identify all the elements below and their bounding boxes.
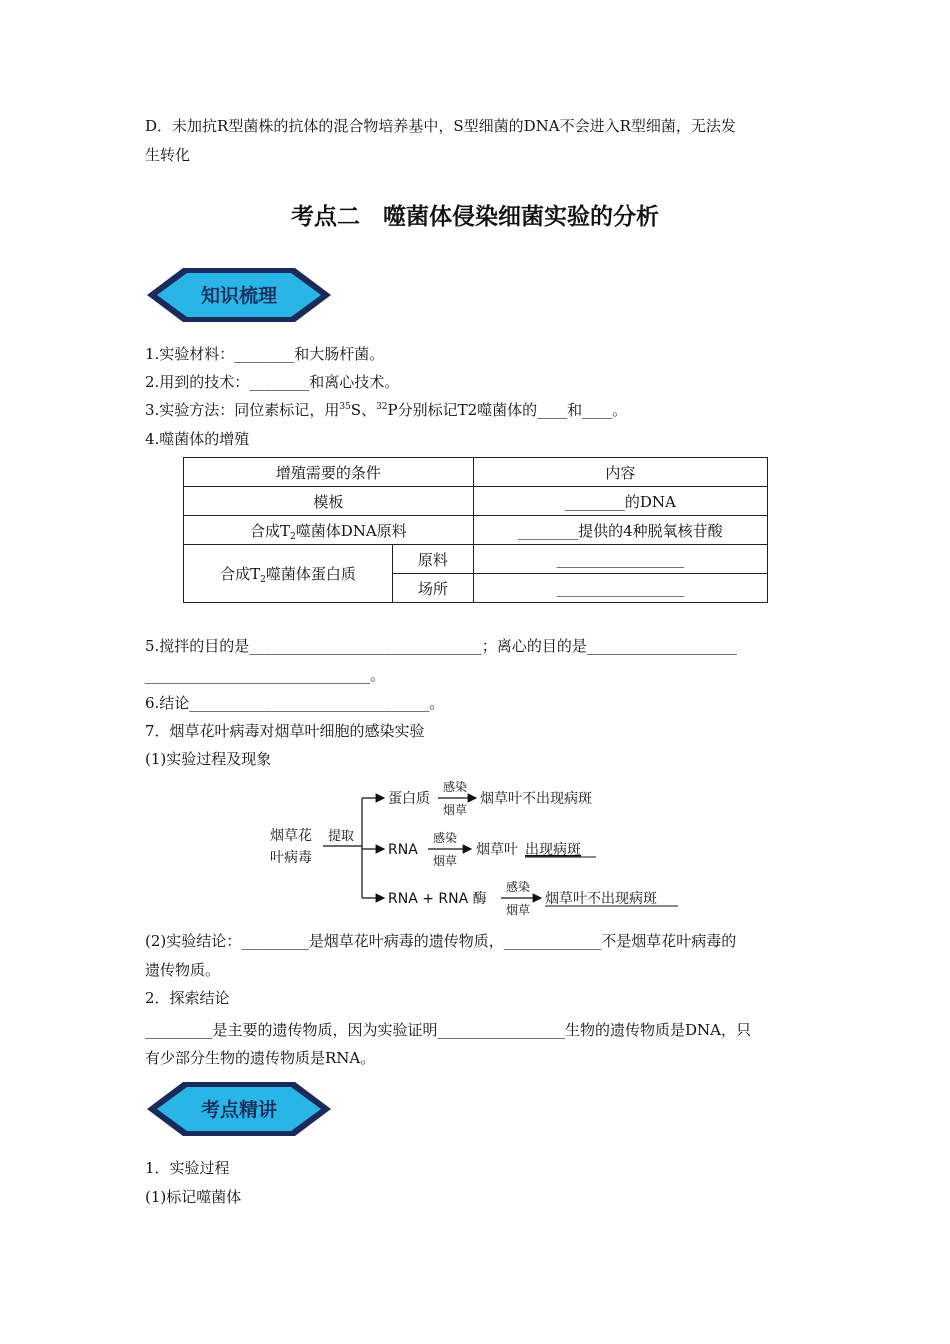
table-header-content: 内容 (473, 458, 767, 487)
item-7: 7．烟草花叶病毒对烟草叶细胞的感染实验 (145, 722, 425, 740)
table-header-conditions: 增殖需要的条件 (184, 458, 474, 487)
item-5-line2: ______________________________。 (145, 666, 386, 684)
badge-key-points-label: 考点精讲 (200, 1099, 278, 1121)
tmv-experiment-diagram (268, 774, 688, 924)
process-step-1: (1)标记噬菌体 (145, 1188, 242, 1206)
table-cell: 场所 (393, 574, 474, 603)
item-7-1: (1)实验过程及现象 (145, 750, 272, 768)
item-2: 2.用到的技术：________和离心技术。 (145, 373, 400, 391)
table-cell: 模板 (184, 487, 474, 516)
option-d-line1: D．未加抗R型菌株的抗体的混合物培养基中，S型细菌的DNA不会进入R型细菌，无法发 (145, 117, 736, 135)
extract-label: 提取 (328, 829, 355, 844)
table-cell: 原料 (393, 545, 474, 574)
table-cell: _________________ (473, 574, 767, 603)
explore-conclusion: 2．探索结论 (145, 989, 230, 1007)
explore-line2: 有少部分生物的遗传物质是RNA。 (145, 1049, 376, 1067)
branch-3-input: RNA + RNA 酶 (388, 891, 487, 907)
table-cell: ________提供的4种脱氧核苷酸 (473, 516, 767, 545)
item-5-line1: 5.搅拌的目的是_______________________________；离心的目的是____________________ (145, 637, 737, 655)
branch-2-bottom: 烟草 (433, 854, 458, 868)
option-d-line2: 生转化 (145, 146, 191, 164)
table-cell: ________的DNA (473, 487, 767, 516)
item-7-2-line1: (2)实验结论：_________是烟草花叶病毒的遗传物质，_____________不是烟草花叶病毒的 (145, 932, 737, 950)
badge-knowledge-label: 知识梳理 (200, 285, 278, 307)
branch-1-input: 蛋白质 (388, 791, 430, 807)
section-title: 考点二 噬菌体侵染细菌实验的分析 (291, 204, 659, 230)
item-1: 1.实验材料：________和大肠杆菌。 (145, 345, 385, 363)
item-7-2-line2: 遗传物质。 (145, 961, 221, 979)
branch-3-bottom: 烟草 (506, 903, 531, 917)
proliferation-table (183, 457, 768, 603)
item-3: 3.实验方法：同位素标记，用$^{35}$S、$^{32}$P分别标记T2噬菌体的____和____。 (145, 401, 628, 419)
branch-3-top: 感染 (506, 880, 531, 894)
branch-1-result: 烟草叶不出现病斑 (480, 791, 592, 807)
source-label-1: 烟草花 (270, 828, 312, 844)
badge-knowledge (145, 264, 333, 326)
table-cell: 合成$T_2$噬菌体DNA原料 (184, 516, 474, 545)
table-cell: 合成$T_2$噬菌体蛋白质 (184, 545, 393, 603)
badge-key-points (145, 1078, 333, 1140)
item-4: 4.噬菌体的增殖 (145, 430, 250, 448)
branch-1-bottom: 烟草 (443, 803, 468, 817)
branch-2-result: 烟草叶 (476, 842, 518, 858)
diamond-badge-icon (145, 264, 333, 326)
process-heading: 1．实验过程 (145, 1159, 230, 1177)
branch-2-input: RNA (388, 842, 418, 858)
item-6: 6.结论________________________________。 (145, 694, 445, 712)
explore-line1: _________是主要的遗传物质，因为实验证明_________________生物的遗传物质是DNA，只 (145, 1021, 751, 1039)
source-label-2: 叶病毒 (270, 850, 312, 866)
branch-1-top: 感染 (443, 780, 468, 794)
branch-2-underlined: 出现病斑 (525, 842, 581, 858)
diamond-badge-icon (145, 1078, 333, 1140)
branch-2-top: 感染 (433, 831, 458, 845)
table-cell: _________________ (473, 545, 767, 574)
branch-3-result: 烟草叶不出现病斑 (545, 891, 657, 907)
